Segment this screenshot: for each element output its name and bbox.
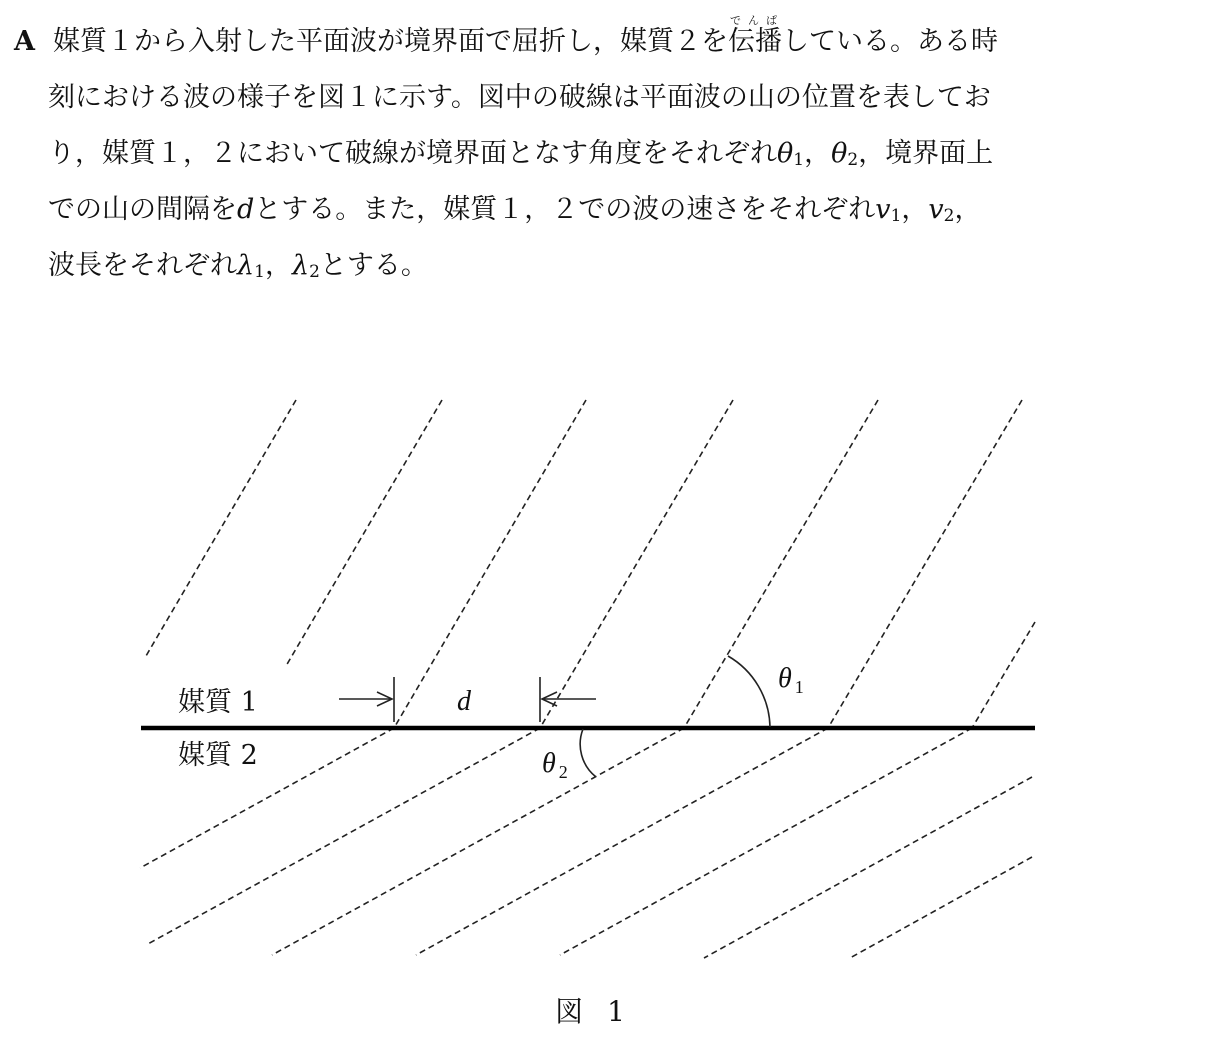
text-segment: ， bbox=[264, 250, 292, 281]
figure-caption bbox=[0, 990, 1180, 1030]
problem-text bbox=[14, 14, 1199, 294]
ruby-base: 伝播 bbox=[727, 26, 782, 57]
subscript: 2 bbox=[847, 150, 859, 170]
theta1-symbol: θ bbox=[778, 663, 792, 694]
caption-number: 1 bbox=[607, 995, 625, 1028]
symbol-v: v bbox=[928, 194, 944, 225]
symbol-theta: θ bbox=[831, 138, 848, 169]
crest-line-medium2 bbox=[704, 777, 1032, 958]
problem-line-2 bbox=[14, 70, 1199, 126]
text-segment: ， bbox=[804, 138, 832, 169]
d-label: d bbox=[457, 686, 471, 717]
problem-line-4 bbox=[14, 182, 1199, 238]
subscript: 2 bbox=[943, 206, 955, 226]
text-segment: での山の間隔を bbox=[48, 194, 237, 225]
symbol-v: v bbox=[875, 194, 891, 225]
theta2-label bbox=[542, 748, 568, 782]
problem-line-1 bbox=[14, 14, 1199, 70]
text-segment: 刻における波の様子を図１に示す。図中の破線は平面波の山の位置を表してお bbox=[48, 82, 991, 113]
crest-line-medium1 bbox=[146, 400, 296, 656]
subscript: 1 bbox=[793, 150, 805, 170]
symbol-d: d bbox=[237, 194, 255, 225]
crest-line-medium1 bbox=[286, 400, 442, 666]
problem-line-3 bbox=[14, 126, 1199, 182]
subscript: 2 bbox=[309, 262, 320, 282]
crest-line-medium1 bbox=[828, 400, 1022, 728]
subscript: 1 bbox=[254, 262, 265, 282]
text-segment: 波長をそれぞれ bbox=[48, 250, 237, 281]
medium2-label: 媒質 2 bbox=[178, 740, 258, 771]
text-segment: ， bbox=[954, 194, 982, 225]
text-segment: とする。 bbox=[319, 250, 428, 281]
problem-line-5 bbox=[14, 238, 1199, 294]
text-segment: している。ある時 bbox=[781, 26, 998, 57]
symbol-lambda: λ bbox=[291, 250, 310, 281]
crest-line-medium2 bbox=[850, 857, 1032, 958]
theta1-arc bbox=[728, 656, 770, 727]
problem-label: A bbox=[14, 26, 35, 57]
theta1-subscript: 1 bbox=[794, 677, 804, 697]
theta2-subscript: 2 bbox=[558, 762, 568, 782]
symbol-theta: θ bbox=[777, 138, 794, 169]
crest-line-medium1 bbox=[394, 400, 586, 728]
text-segment: ， bbox=[901, 194, 929, 225]
symbol-lambda: λ bbox=[237, 250, 255, 281]
theta2-arc bbox=[580, 729, 596, 777]
caption-word: 図 bbox=[555, 995, 584, 1028]
ruby-word bbox=[727, 14, 782, 57]
ruby-reading: でんぱ bbox=[727, 14, 782, 27]
text-segment: 媒質１から入射した平面波が境界面で屈折し，媒質２を bbox=[52, 26, 728, 57]
text-segment: とする。また，媒質１，２での波の速さをそれぞれ bbox=[254, 194, 876, 225]
subscript: 1 bbox=[890, 206, 902, 226]
crest-line-medium1 bbox=[972, 622, 1035, 728]
theta2-symbol: θ bbox=[542, 748, 556, 779]
refraction-figure bbox=[0, 380, 1211, 980]
crest-line-medium1 bbox=[540, 400, 733, 728]
medium1-label: 媒質 1 bbox=[178, 687, 258, 718]
text-segment: り，媒質１，２において破線が境界面となす角度をそれぞれ bbox=[48, 138, 777, 169]
theta1-label bbox=[778, 663, 804, 697]
text-segment: ，境界面上 bbox=[858, 138, 994, 169]
